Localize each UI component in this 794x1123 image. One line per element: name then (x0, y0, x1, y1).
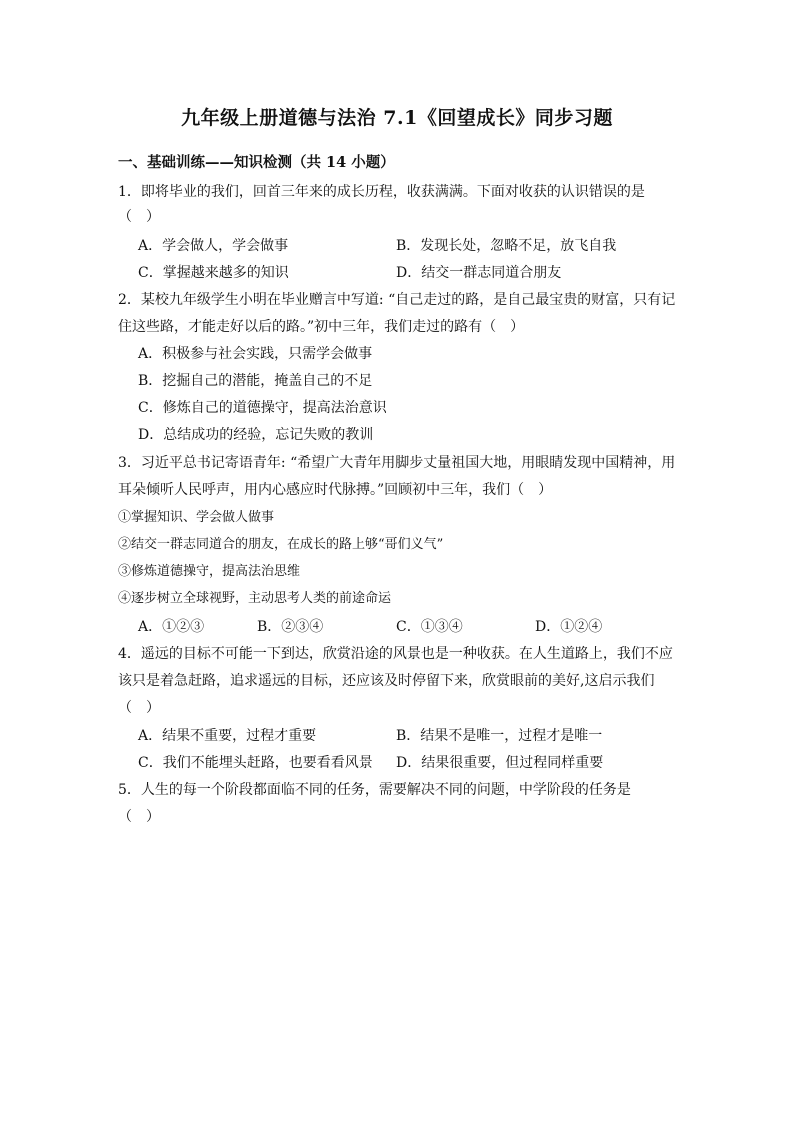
question-3-option-c: C．①③④ (396, 619, 463, 635)
question-2-option-d: D．总结成功的经验，忘记失败的教训 (138, 427, 374, 443)
question-4-option-d: D．结果很重要，但过程同样重要 (396, 755, 604, 771)
question-4-option-b: B．结果不是唯一，过程才是唯一 (396, 728, 603, 744)
question-3-option-d: D．①②④ (535, 619, 603, 635)
question-2-stem-line-2: 住这些路，才能走好以后的路。”初中三年，我们走过的路有（ ） (118, 319, 525, 335)
question-3-stem-line-2: 耳朵倾听人民呼声，用内心感应时代脉搏。”回顾初中三年，我们（ ） (118, 482, 553, 498)
question-1-option-a: A．学会做人，学会做事 (138, 238, 289, 254)
question-3-statement-3: ③修炼道德操守，提高法治思维 (118, 564, 301, 579)
question-1-option-d: D．结交一群志同道合朋友 (396, 265, 562, 281)
question-1-answer-bracket: （ ） (118, 209, 160, 225)
question-1-option-b: B．发现长处，忽略不足，放飞自我 (396, 238, 617, 254)
question-1-option-c: C．掌握越来越多的知识 (138, 265, 289, 281)
question-3-option-b: B．②③④ (257, 619, 324, 635)
question-4-option-c: C．我们不能埋头赶路，也要看看风景 (138, 755, 373, 771)
page-title: 九年级上册道德与法治 7.1《回望成长》同步习题 (181, 107, 613, 129)
question-4-stem-line-2: 该只是着急赶路，追求遥远的目标，还应该及时停留下来，欣赏眼前的美好,这启示我们 (118, 673, 655, 689)
question-4-stem-line-1: 4．遥远的目标不可能一下到达，欣赏沿途的风景也是一种收获。在人生道路上，我们不应 (118, 646, 673, 662)
question-2-option-a: A．积极参与社会实践，只需学会做事 (138, 346, 373, 362)
question-3-stem-line-1: 3．习近平总书记寄语青年: “希望广大青年用脚步丈量祖国大地，用眼睛发现中国精神，用 (118, 455, 676, 471)
question-2-option-c: C．修炼自己的道德操守，提高法治意识 (138, 400, 387, 416)
question-3-statement-1: ①掌握知识、学会做人做事 (118, 510, 275, 525)
question-5-answer-bracket: （ ） (118, 809, 160, 825)
question-3-statement-2: ②结交一群志同道合的朋友，在成长的路上够“哥们义气” (118, 537, 444, 552)
question-2-stem-line-1: 2．某校九年级学生小明在毕业赠言中写道: “自己走过的路，是自己最宝贵的财富，只有记 (118, 292, 676, 308)
question-3-option-a: A．①②③ (138, 619, 205, 635)
question-4-answer-bracket: （ ） (118, 700, 160, 716)
question-2-option-b: B．挖掘自己的潜能，掩盖自己的不足 (138, 373, 373, 389)
question-1-stem: 1．即将毕业的我们，回首三年来的成长历程，收获满满。下面对收获的认识错误的是 (118, 184, 645, 200)
question-3-statement-4: ④逐步树立全球视野，主动思考人类的前途命运 (118, 591, 392, 606)
question-5-stem: 5．人生的每一个阶段都面临不同的任务，需要解决不同的问题，中学阶段的任务是 (118, 782, 631, 798)
question-4-option-a: A．结果不重要，过程才重要 (138, 728, 317, 744)
section-heading: 一、基础训练——知识检测（共 14 小题） (118, 154, 395, 171)
